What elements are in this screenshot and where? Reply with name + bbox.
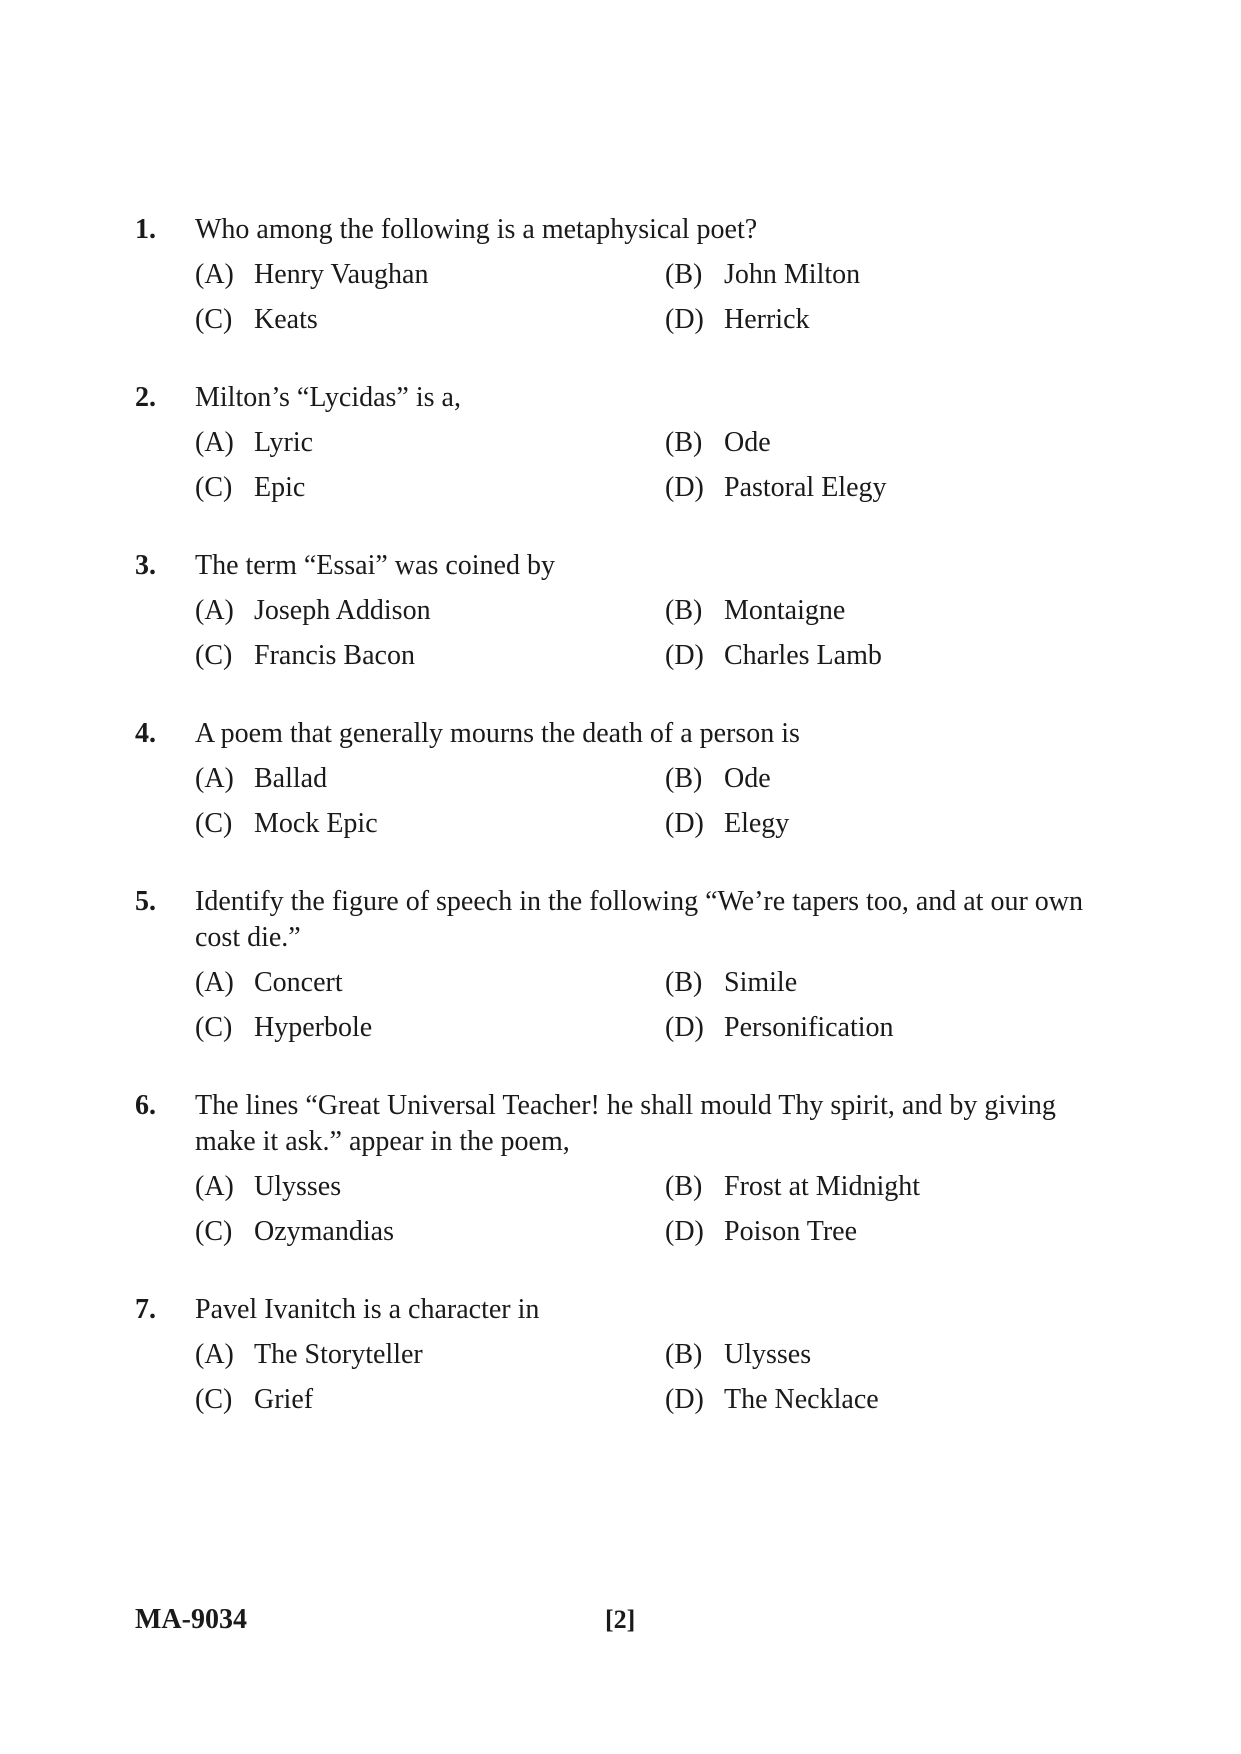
option-text: John Milton [724, 259, 861, 290]
option-text: Poison Tree [724, 1216, 858, 1247]
option-text: Keats [254, 304, 318, 335]
option-letter: (D) [665, 1012, 704, 1043]
option-grid [195, 1169, 1095, 1250]
option-letter: (C) [195, 808, 233, 839]
option-grid [195, 257, 1095, 338]
option-d [665, 470, 1095, 506]
option-c [195, 1214, 665, 1250]
option-text: Frost at Midnight [724, 1171, 921, 1202]
option-a [195, 761, 665, 797]
question-4 [135, 716, 1095, 842]
option-letter: (A) [195, 427, 234, 458]
question-3 [135, 548, 1095, 674]
option-b [665, 425, 1095, 461]
option-text: Ulysses [254, 1171, 342, 1202]
option-a [195, 425, 665, 461]
option-a [195, 257, 665, 293]
option-grid [195, 965, 1095, 1046]
option-text: Grief [254, 1384, 314, 1415]
question-number: 2. [135, 382, 156, 413]
option-c [195, 806, 665, 842]
question-text: Pavel Ivanitch is a character in [195, 1294, 540, 1325]
question-text: Who among the following is a metaphysical poet? [195, 214, 758, 245]
option-text: Henry Vaughan [254, 259, 429, 290]
option-text: Simile [724, 967, 798, 998]
option-grid [195, 1337, 1095, 1418]
option-c [195, 1010, 665, 1046]
question-number: 4. [135, 718, 156, 749]
option-grid [195, 593, 1095, 674]
question-text: The term “Essai” was coined by [195, 550, 555, 581]
option-text: Hyperbole [254, 1012, 373, 1043]
question-7 [135, 1292, 1095, 1418]
question-number: 1. [135, 214, 156, 245]
question-text: Identify the figure of speech in the following “We’re tapers too, and at our own cost die.” [195, 886, 1084, 953]
question-text: Milton’s “Lycidas” is a, [195, 382, 461, 413]
option-d [665, 1382, 1095, 1418]
option-letter: (B) [665, 1171, 703, 1202]
question-6 [135, 1088, 1095, 1250]
option-letter: (D) [665, 1384, 704, 1415]
option-c [195, 638, 665, 674]
option-text: The Storyteller [254, 1339, 423, 1370]
option-text: Ode [724, 763, 771, 794]
option-c [195, 302, 665, 338]
option-letter: (B) [665, 427, 703, 458]
option-b [665, 257, 1095, 293]
option-letter: (D) [665, 808, 704, 839]
option-letter: (D) [665, 640, 704, 671]
question-number: 6. [135, 1090, 156, 1121]
option-d [665, 1214, 1095, 1250]
option-a [195, 1337, 665, 1373]
option-letter: (A) [195, 259, 234, 290]
option-c [195, 470, 665, 506]
option-letter: (C) [195, 472, 233, 503]
option-a [195, 1169, 665, 1205]
option-grid [195, 425, 1095, 506]
option-letter: (D) [665, 1216, 704, 1247]
option-d [665, 806, 1095, 842]
option-c [195, 1382, 665, 1418]
option-a [195, 965, 665, 1001]
option-text: Charles Lamb [724, 640, 882, 671]
option-text: Joseph Addison [254, 595, 431, 626]
option-letter: (B) [665, 595, 703, 626]
option-text: Mock Epic [254, 808, 378, 839]
option-text: The Necklace [724, 1384, 879, 1415]
question-number: 5. [135, 886, 156, 917]
question-list [135, 212, 1095, 1460]
option-b [665, 1169, 1095, 1205]
option-text: Concert [254, 967, 343, 998]
option-letter: (C) [195, 640, 233, 671]
option-d [665, 638, 1095, 674]
option-b [665, 1337, 1095, 1373]
option-letter: (C) [195, 1012, 233, 1043]
option-letter: (B) [665, 1339, 703, 1370]
question-2 [135, 380, 1095, 506]
question-5 [135, 884, 1095, 1046]
option-d [665, 302, 1095, 338]
option-letter: (D) [665, 472, 704, 503]
option-letter: (A) [195, 1171, 234, 1202]
option-grid [195, 761, 1095, 842]
question-text: A poem that generally mourns the death of a person is [195, 718, 800, 749]
paper-code: MA-9034 [135, 1604, 247, 1635]
option-a [195, 593, 665, 629]
option-d [665, 1010, 1095, 1046]
option-b [665, 965, 1095, 1001]
option-letter: (A) [195, 595, 234, 626]
option-letter: (C) [195, 1216, 233, 1247]
question-1 [135, 212, 1095, 338]
option-letter: (A) [195, 967, 234, 998]
option-text: Pastoral Elegy [724, 472, 887, 503]
option-letter: (B) [665, 763, 703, 794]
option-text: Montaigne [724, 595, 846, 626]
question-number: 3. [135, 550, 156, 581]
question-text: The lines “Great Universal Teacher! he shall mould Thy spirit, and by giving make it ask.” appear in the poem, [195, 1090, 1056, 1157]
option-letter: (B) [665, 967, 703, 998]
option-letter: (C) [195, 304, 233, 335]
option-text: Herrick [724, 304, 810, 335]
option-text: Ballad [254, 763, 328, 794]
option-text: Epic [254, 472, 306, 503]
option-text: Elegy [724, 808, 790, 839]
option-letter: (A) [195, 1339, 234, 1370]
option-letter: (B) [665, 259, 703, 290]
option-letter: (D) [665, 304, 704, 335]
question-number: 7. [135, 1294, 156, 1325]
option-b [665, 761, 1095, 797]
option-letter: (A) [195, 763, 234, 794]
option-text: Ozymandias [254, 1216, 394, 1247]
option-text: Francis Bacon [254, 640, 415, 671]
option-text: Ulysses [724, 1339, 812, 1370]
option-text: Personification [724, 1012, 894, 1043]
option-text: Lyric [254, 427, 314, 458]
page-number: [2] [605, 1605, 636, 1634]
option-letter: (C) [195, 1384, 233, 1415]
option-text: Ode [724, 427, 771, 458]
option-b [665, 593, 1095, 629]
